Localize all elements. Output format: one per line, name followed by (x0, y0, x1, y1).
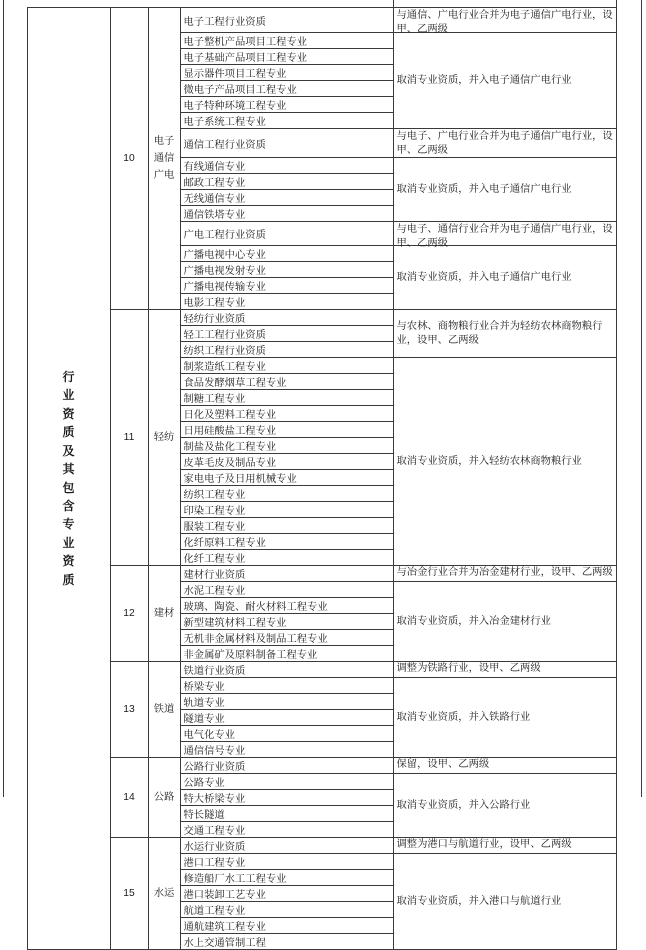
row-header-char: 其 (62, 462, 75, 477)
table-gridline-stub (393, 0, 394, 8)
industry-cell (148, 758, 180, 838)
table-gridline-stub (27, 789, 28, 797)
qualification-name-cell: 新型建筑材料工程专业 (180, 614, 393, 630)
industry-cell (148, 662, 180, 758)
qualification-name-cell: 日化及塑料工程专业 (180, 406, 393, 422)
note-cell (393, 310, 616, 358)
row-header-char: 含 (62, 498, 75, 513)
note-cell (393, 582, 616, 662)
qualification-name-cell: 公路专业 (180, 774, 393, 790)
qualification-name-cell: 纺织工程专业 (180, 486, 393, 502)
row-header-char: 质 (62, 425, 75, 440)
qualification-name-cell: 特大桥梁专业 (180, 790, 393, 806)
note-text: 与通信、广电行业合并为电子通信广电行业，设甲、乙两级 (396, 10, 613, 35)
qualification-name-cell: 制盐及盐化工程专业 (180, 438, 393, 454)
row-header-vertical-text (28, 368, 110, 589)
row-header-char: 专 (62, 517, 75, 532)
qualification-name-cell: 港口装卸工艺专业 (180, 886, 393, 902)
note-text: 与农林、商物粮行业合并为轻纺农林商物粮行业，设甲、乙两级 (396, 321, 603, 346)
row-header-char: 资 (62, 554, 75, 569)
qualification-name-cell: 电子工程行业资质 (180, 8, 393, 33)
qualification-name-cell: 非金属矿及原料制备工程专业 (180, 646, 393, 662)
row-header-char: 业 (62, 535, 75, 550)
qualification-name-cell: 日用硅酸盐工程专业 (180, 422, 393, 438)
table-gridline-stub (148, 789, 149, 797)
note-text: 取消专业资质，并入电子通信广电行业 (396, 75, 572, 86)
note-text: 调整为铁路行业，设甲、乙两级 (396, 663, 541, 674)
qualification-name-cell: 水泥工程专业 (180, 582, 393, 598)
note-text: 取消专业资质，并入电子通信广电行业 (396, 272, 572, 283)
qualification-name-cell: 轨道专业 (180, 694, 393, 710)
table-gridline-stub (641, 0, 642, 797)
qualification-name-cell: 通信工程行业资质 (180, 129, 393, 158)
industry-name-line: 广电 (153, 170, 175, 181)
industry-name-line: 铁道 (153, 704, 175, 715)
qualification-name-cell: 通航建筑工程专业 (180, 918, 393, 934)
qualification-name-cell: 通信铁塔专业 (180, 206, 393, 222)
table-gridline-stub (616, 0, 617, 8)
note-cell (393, 8, 616, 33)
qualification-name-cell: 修造船厂水工工程专业 (180, 870, 393, 886)
section-number-cell: 14 (110, 758, 148, 838)
table-gridline-stub (393, 789, 394, 797)
qualification-name-cell: 制浆造纸工程专业 (180, 358, 393, 374)
industry-cell (148, 566, 180, 662)
qualification-name-cell: 电气化专业 (180, 726, 393, 742)
qualification-name-cell: 玻璃、陶瓷、耐火材料工程专业 (180, 598, 393, 614)
qualification-name-cell: 广播电视发射专业 (180, 262, 393, 278)
qualification-name-cell: 广播电视中心专业 (180, 246, 393, 262)
note-text: 取消专业资质，并入电子通信广电行业 (396, 184, 572, 195)
note-text: 与电子、通信行业合并为电子通信广电行业，设甲、乙两级 (396, 224, 613, 249)
note-cell (393, 33, 616, 129)
table-gridline-stub (110, 789, 111, 797)
industry-name-line: 轻纺 (153, 432, 175, 443)
qualification-name-cell: 化纤原料工程专业 (180, 534, 393, 550)
section-number-cell: 11 (110, 310, 148, 566)
qualification-name-cell: 水运行业资质 (180, 838, 393, 854)
row-header-char: 业 (62, 388, 75, 403)
qualification-name-cell: 食品发酵烟草工程专业 (180, 374, 393, 390)
note-text: 与冶金行业合并为冶金建材行业，设甲、乙两级 (396, 567, 613, 578)
qualification-name-cell: 航道工程专业 (180, 902, 393, 918)
qualification-name-cell: 公路行业资质 (180, 758, 393, 774)
qualification-name-cell: 广电工程行业资质 (180, 222, 393, 246)
note-cell (393, 129, 616, 158)
right-margin-cell (616, 8, 641, 950)
note-cell (393, 566, 616, 582)
table-gridline-stub (180, 789, 181, 797)
qualification-name-cell: 电子系统工程专业 (180, 113, 393, 129)
qualification-name-cell: 隧道专业 (180, 710, 393, 726)
industry-cell (148, 8, 180, 310)
row-header-char: 质 (62, 572, 75, 587)
qualification-name-cell: 制糖工程专业 (180, 390, 393, 406)
note-text: 取消专业资质，并入冶金建材行业 (396, 616, 551, 627)
note-text: 取消专业资质，并入铁路行业 (396, 712, 531, 723)
qualification-name-cell: 邮政工程专业 (180, 174, 393, 190)
section-number-cell: 15 (110, 838, 148, 950)
qualification-name-cell: 交通工程专业 (180, 822, 393, 838)
industry-name-line: 建材 (153, 608, 175, 619)
row-header-char: 及 (62, 443, 75, 458)
industry-cell (148, 310, 180, 566)
note-text: 调整为港口与航道行业，设甲、乙两级 (396, 839, 572, 850)
industry-name-line: 电子 (153, 136, 175, 147)
qualification-name-cell: 建材行业资质 (180, 566, 393, 582)
qualification-name-cell: 特长隧道 (180, 806, 393, 822)
qualification-name-cell: 无线通信专业 (180, 190, 393, 206)
section-number-cell: 12 (110, 566, 148, 662)
qualification-name-cell: 电子基础产品项目工程专业 (180, 49, 393, 65)
row-header-char: 资 (62, 406, 75, 421)
note-cell (393, 774, 616, 838)
note-cell (393, 854, 616, 950)
note-text: 取消专业资质，并入轻纺农林商物粮行业 (396, 456, 582, 467)
note-cell (393, 758, 616, 774)
qualification-name-cell: 电影工程专业 (180, 294, 393, 310)
note-text: 保留，设甲、乙两级 (396, 759, 490, 770)
qualification-name-cell: 电子特种环境工程专业 (180, 97, 393, 113)
note-cell (393, 662, 616, 678)
industry-name-line: 水运 (153, 888, 175, 899)
qualification-name-cell: 铁道行业资质 (180, 662, 393, 678)
note-cell (393, 678, 616, 758)
qualification-name-cell: 显示器件项目工程专业 (180, 65, 393, 81)
qualification-name-cell: 无机非金属材料及制品工程专业 (180, 630, 393, 646)
qualification-name-cell: 轻工工程行业资质 (180, 326, 393, 342)
industry-name-line: 公路 (153, 792, 175, 803)
note-text: 取消专业资质，并入港口与航道行业 (396, 896, 562, 907)
note-text: 与电子、广电行业合并为电子通信广电行业，设甲、乙两级 (396, 131, 613, 156)
note-text: 取消专业资质，并入公路行业 (396, 800, 531, 811)
industry-cell (148, 838, 180, 950)
left-margin-cell (3, 8, 27, 950)
note-cell (393, 358, 616, 566)
qualification-name-cell: 港口工程专业 (180, 854, 393, 870)
qualification-name-cell: 皮革毛皮及制品专业 (180, 454, 393, 470)
qualification-name-cell: 服装工程专业 (180, 518, 393, 534)
row-header-char: 包 (62, 480, 75, 495)
qualification-name-cell: 微电子产品项目工程专业 (180, 81, 393, 97)
row-header-char: 行 (62, 370, 75, 385)
qualification-name-cell: 有线通信专业 (180, 158, 393, 174)
note-cell (393, 838, 616, 854)
note-cell (393, 246, 616, 310)
qualification-name-cell: 轻纺行业资质 (180, 310, 393, 326)
qualification-name-cell: 化纤工程专业 (180, 550, 393, 566)
note-cell (393, 158, 616, 222)
industry-qualification-table (3, 7, 641, 950)
section-number-cell: 13 (110, 662, 148, 758)
industry-name-line: 通信 (153, 153, 175, 164)
qualification-name-cell: 电子整机产品项目工程专业 (180, 33, 393, 49)
qualification-name-cell: 通信信号专业 (180, 742, 393, 758)
qualification-name-cell: 纺织工程行业资质 (180, 342, 393, 358)
qualification-name-cell: 水上交通管制工程 (180, 934, 393, 950)
qualification-name-cell: 广播电视传输专业 (180, 278, 393, 294)
table-gridline-stub (616, 789, 617, 797)
section-number-cell: 10 (110, 8, 148, 310)
table-row (3, 8, 641, 33)
qualification-name-cell: 桥梁专业 (180, 678, 393, 694)
row-header-cell (27, 8, 110, 950)
table-gridline-stub (3, 0, 4, 797)
qualification-name-cell: 家电电子及日用机械专业 (180, 470, 393, 486)
note-cell (393, 222, 616, 249)
qualification-name-cell: 印染工程专业 (180, 502, 393, 518)
